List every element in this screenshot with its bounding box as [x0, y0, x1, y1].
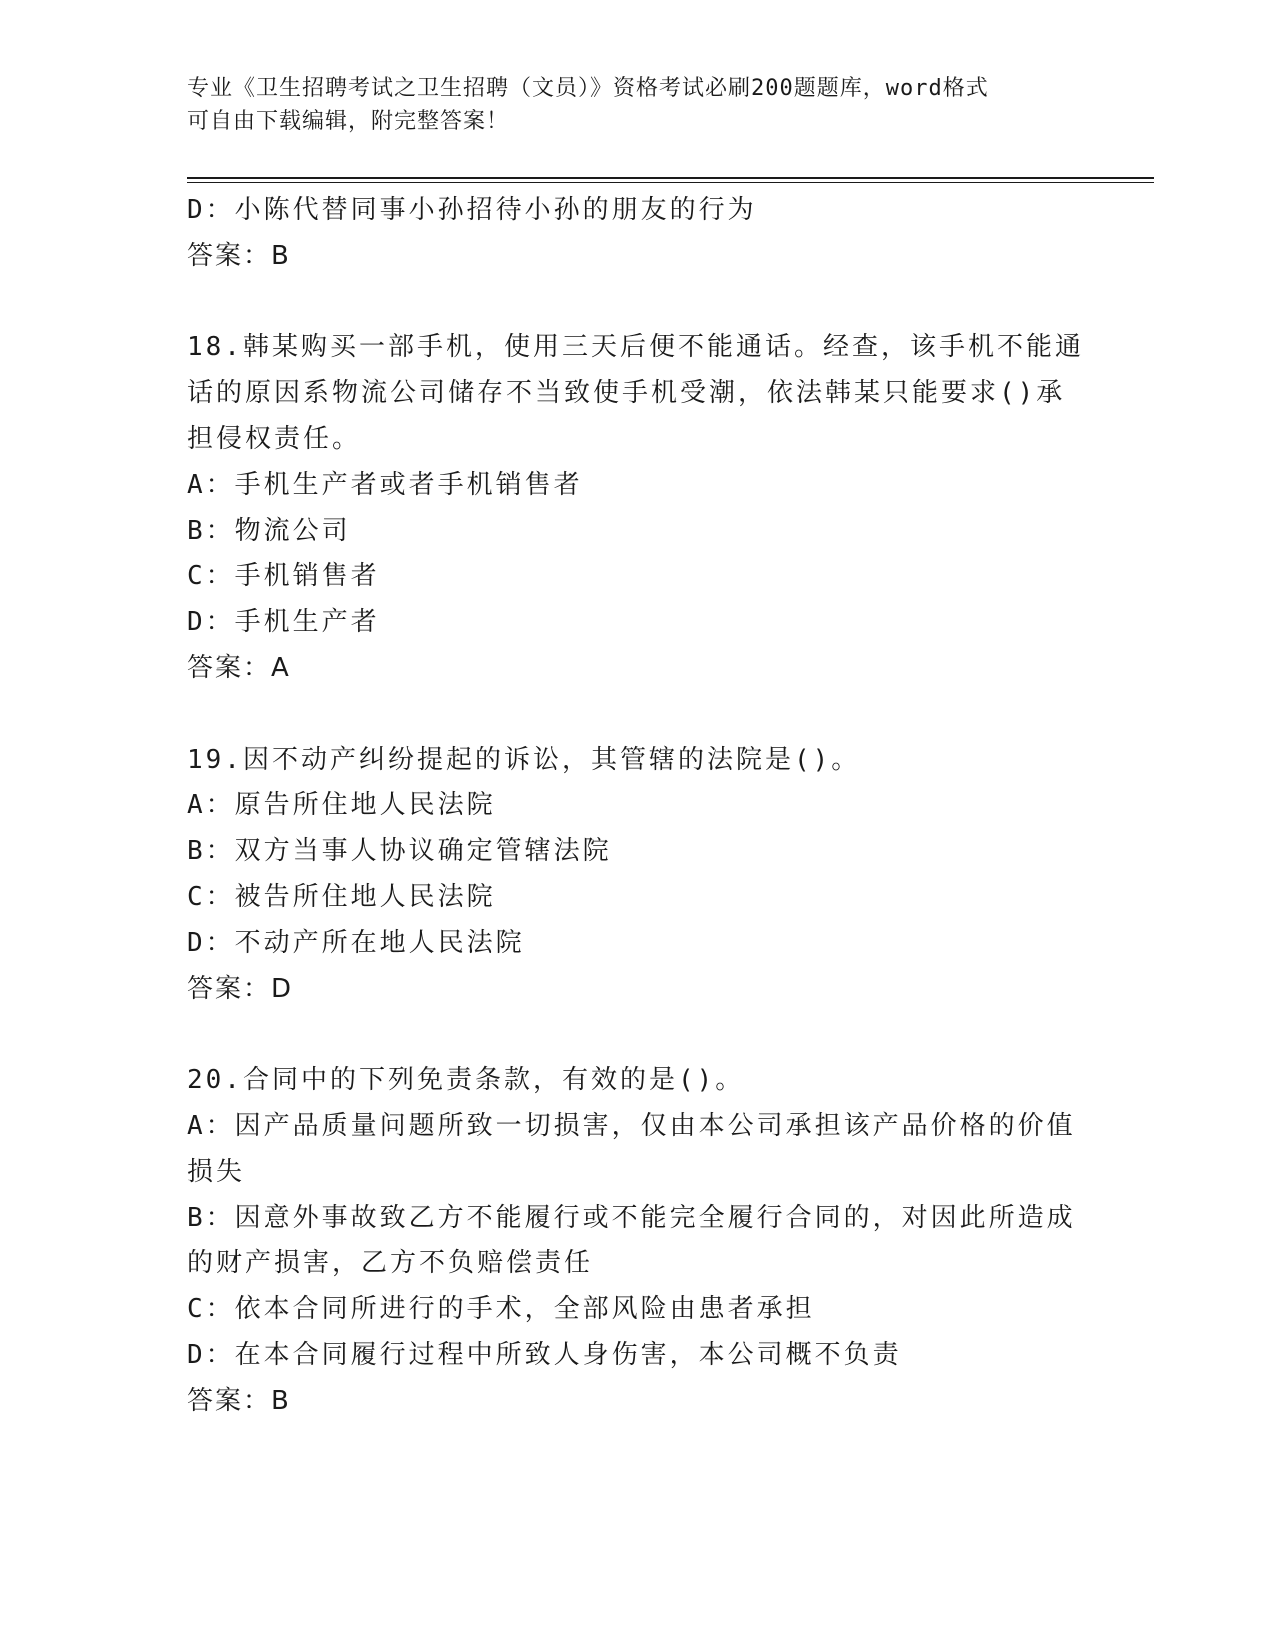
question-stem-line: 话的原因系物流公司储存不当致使手机受潮，依法韩某只能要求()承: [187, 378, 1066, 409]
option-a: A：原告所住地人民法院: [187, 790, 496, 821]
option-d: D：不动产所在地人民法院: [187, 927, 525, 958]
option-a: A：手机生产者或者手机销售者: [187, 469, 583, 500]
option-a-line: 损失: [187, 1156, 246, 1187]
answer: 答案：A: [187, 652, 291, 683]
answer-previous: 答案：B: [187, 240, 291, 271]
document-header: [187, 72, 1087, 138]
option-c: C：手机销售者: [187, 561, 380, 592]
spacer: [187, 692, 1087, 738]
option-b-line: B：因意外事故致乙方不能履行或不能完全履行合同的，对因此所造成: [187, 1202, 1076, 1233]
option-d: D：在本合同履行过程中所致人身伤害，本公司概不负责: [187, 1339, 902, 1370]
question-20: [187, 1058, 1087, 1424]
option-c: C：被告所住地人民法院: [187, 881, 496, 912]
question-19: [187, 738, 1087, 1013]
header-divider-thin: [187, 182, 1154, 183]
option-c: C：依本合同所进行的手术，全部风险由患者承担: [187, 1294, 815, 1325]
header-divider-thick: [187, 177, 1154, 179]
question-content: [187, 188, 1087, 1425]
option-a-line: A：因产品质量问题所致一切损害，仅由本公司承担该产品价格的价值: [187, 1110, 1076, 1141]
answer: 答案：D: [187, 973, 294, 1004]
question-stem-line: 担侵权责任。: [187, 423, 362, 454]
option-b: B：物流公司: [187, 515, 351, 546]
header-line-1: 专业《卫生招聘考试之卫生招聘（文员）》资格考试必刷200题题库，word格式: [187, 76, 989, 101]
question-18: [187, 325, 1087, 691]
option-d-previous: D：小陈代替同事小孙招待小孙的朋友的行为: [187, 195, 757, 225]
option-b: B：双方当事人协议确定管辖法院: [187, 836, 612, 867]
spacer: [187, 280, 1087, 326]
answer: 答案：B: [187, 1385, 291, 1416]
question-stem-line: 20.合同中的下列免责条款，有效的是()。: [187, 1065, 745, 1096]
option-b-line: 的财产损害，乙方不负赔偿责任: [187, 1248, 594, 1279]
question-stem-line: 19.因不动产纠纷提起的诉讼，其管辖的法院是()。: [187, 744, 861, 775]
option-d: D：手机生产者: [187, 607, 380, 638]
question-stem-line: 18.韩某购买一部手机，使用三天后便不能通话。经查，该手机不能通: [187, 332, 1084, 363]
header-line-2: 可自由下载编辑，附完整答案！: [187, 109, 510, 134]
spacer: [187, 1012, 1087, 1058]
